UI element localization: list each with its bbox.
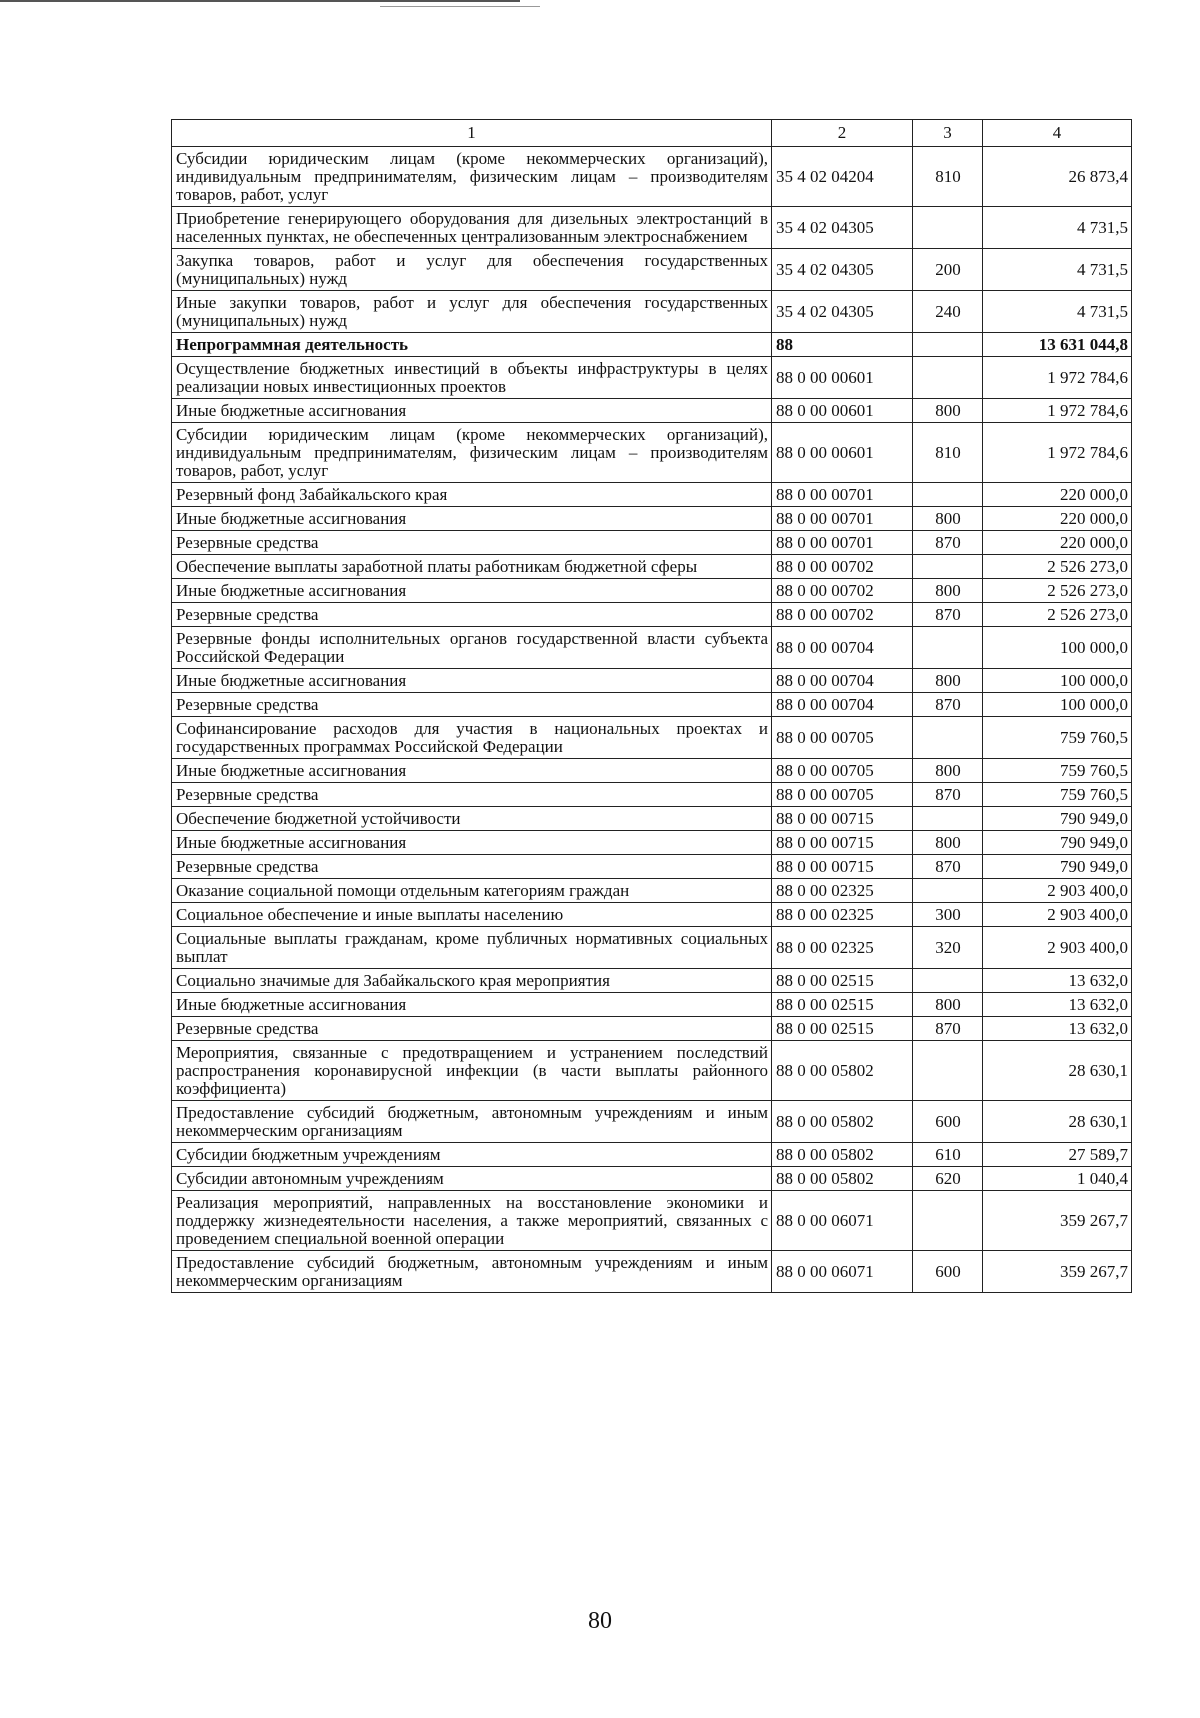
- table-header-row: [172, 120, 1132, 147]
- row-name-cell: Реализация мероприятий, направленных на восстановление экономики и поддержку жизнедеятельности населения, а также мероприятий, связанных с проведением специальной военной операции: [172, 1191, 772, 1251]
- row-amount-cell: 28 630,1: [983, 1101, 1132, 1143]
- row-kind-cell: [913, 807, 983, 831]
- row-kind-cell: 870: [913, 603, 983, 627]
- row-kind-cell: 240: [913, 291, 983, 333]
- row-amount-cell: 359 267,7: [983, 1251, 1132, 1293]
- row-name-cell: Социально значимые для Забайкальского края мероприятия: [172, 969, 772, 993]
- scan-edge-line: [0, 0, 520, 2]
- table-row: [172, 759, 1132, 783]
- row-kind-cell: [913, 627, 983, 669]
- table-row: [172, 1143, 1132, 1167]
- table-row: [172, 1191, 1132, 1251]
- row-code-cell: 88 0 00 00702: [772, 555, 913, 579]
- row-name-cell: Иные бюджетные ассигнования: [172, 759, 772, 783]
- row-code-cell: 88 0 00 06071: [772, 1191, 913, 1251]
- row-name-cell: Субсидии автономным учреждениям: [172, 1167, 772, 1191]
- row-name-cell: Осуществление бюджетных инвестиций в объекты инфраструктуры в целях реализации новых инвестиционных проектов: [172, 357, 772, 399]
- column-header: 4: [983, 120, 1132, 147]
- table-row: [172, 993, 1132, 1017]
- row-code-cell: 88 0 00 00715: [772, 807, 913, 831]
- table-row: [172, 207, 1132, 249]
- row-code-cell: 88 0 00 02515: [772, 1017, 913, 1041]
- row-name-cell: Непрограммная деятельность: [172, 333, 772, 357]
- row-name-cell: Иные бюджетные ассигнования: [172, 579, 772, 603]
- row-kind-cell: 870: [913, 693, 983, 717]
- row-code-cell: 88 0 00 00701: [772, 483, 913, 507]
- row-code-cell: 88 0 00 00705: [772, 783, 913, 807]
- row-name-cell: Резервные фонды исполнительных органов государственной власти субъекта Российской Федерации: [172, 627, 772, 669]
- row-kind-cell: [913, 879, 983, 903]
- row-kind-cell: 800: [913, 399, 983, 423]
- row-amount-cell: 220 000,0: [983, 507, 1132, 531]
- row-kind-cell: [913, 357, 983, 399]
- row-amount-cell: 2 903 400,0: [983, 879, 1132, 903]
- row-amount-cell: 759 760,5: [983, 759, 1132, 783]
- table-row: [172, 879, 1132, 903]
- column-header: 3: [913, 120, 983, 147]
- table-row: [172, 969, 1132, 993]
- row-code-cell: 88 0 00 00601: [772, 357, 913, 399]
- row-amount-cell: 100 000,0: [983, 693, 1132, 717]
- row-code-cell: 88 0 00 05802: [772, 1167, 913, 1191]
- row-amount-cell: 359 267,7: [983, 1191, 1132, 1251]
- row-amount-cell: 2 526 273,0: [983, 579, 1132, 603]
- row-kind-cell: 870: [913, 783, 983, 807]
- row-kind-cell: [913, 333, 983, 357]
- table-row: [172, 1041, 1132, 1101]
- table-row: [172, 717, 1132, 759]
- table-row: [172, 507, 1132, 531]
- row-kind-cell: 200: [913, 249, 983, 291]
- table-row: [172, 249, 1132, 291]
- row-kind-cell: 600: [913, 1101, 983, 1143]
- table-row: [172, 291, 1132, 333]
- row-kind-cell: 610: [913, 1143, 983, 1167]
- row-name-cell: Иные бюджетные ассигнования: [172, 399, 772, 423]
- row-kind-cell: [913, 483, 983, 507]
- table-row: [172, 693, 1132, 717]
- page-number: 80: [588, 1608, 612, 1634]
- row-code-cell: 88 0 00 02325: [772, 903, 913, 927]
- row-amount-cell: 220 000,0: [983, 531, 1132, 555]
- scan-edge-line: [380, 6, 540, 7]
- row-code-cell: 88 0 00 00701: [772, 531, 913, 555]
- row-code-cell: 88 0 00 00704: [772, 693, 913, 717]
- row-code-cell: 88: [772, 333, 913, 357]
- row-amount-cell: 4 731,5: [983, 249, 1132, 291]
- row-name-cell: Иные бюджетные ассигнования: [172, 831, 772, 855]
- row-code-cell: 88 0 00 00702: [772, 579, 913, 603]
- row-code-cell: 88 0 00 00705: [772, 759, 913, 783]
- row-name-cell: Предоставление субсидий бюджетным, автономным учреждениям и иным некоммерческим организациям: [172, 1251, 772, 1293]
- table-row: [172, 927, 1132, 969]
- table-row: [172, 669, 1132, 693]
- row-kind-cell: [913, 969, 983, 993]
- row-name-cell: Мероприятия, связанные с предотвращением и устранением последствий распространения коронавирусной инфекции (в части выплаты районного коэффициента): [172, 1041, 772, 1101]
- table-row: [172, 1251, 1132, 1293]
- row-code-cell: 88 0 00 00701: [772, 507, 913, 531]
- table-row: [172, 483, 1132, 507]
- row-code-cell: 88 0 00 06071: [772, 1251, 913, 1293]
- row-name-cell: Резервные средства: [172, 693, 772, 717]
- row-kind-cell: [913, 207, 983, 249]
- row-amount-cell: 1 972 784,6: [983, 399, 1132, 423]
- row-name-cell: Обеспечение бюджетной устойчивости: [172, 807, 772, 831]
- row-kind-cell: 870: [913, 1017, 983, 1041]
- row-kind-cell: [913, 717, 983, 759]
- row-name-cell: Социальное обеспечение и иные выплаты населению: [172, 903, 772, 927]
- table-row: [172, 831, 1132, 855]
- row-amount-cell: 1 972 784,6: [983, 357, 1132, 399]
- table-row: [172, 855, 1132, 879]
- row-amount-cell: 2 526 273,0: [983, 603, 1132, 627]
- row-name-cell: Резервные средства: [172, 603, 772, 627]
- table-row: [172, 357, 1132, 399]
- row-amount-cell: 790 949,0: [983, 807, 1132, 831]
- row-code-cell: 88 0 00 00705: [772, 717, 913, 759]
- row-amount-cell: 2 903 400,0: [983, 927, 1132, 969]
- row-code-cell: 88 0 00 00601: [772, 399, 913, 423]
- row-name-cell: Иные закупки товаров, работ и услуг для обеспечения государственных (муниципальных) нужд: [172, 291, 772, 333]
- row-code-cell: 88 0 00 05802: [772, 1101, 913, 1143]
- row-code-cell: 88 0 00 00702: [772, 603, 913, 627]
- row-name-cell: Иные бюджетные ассигнования: [172, 507, 772, 531]
- row-code-cell: 88 0 00 05802: [772, 1041, 913, 1101]
- row-code-cell: 35 4 02 04305: [772, 291, 913, 333]
- table-row: [172, 399, 1132, 423]
- row-code-cell: 88 0 00 02325: [772, 927, 913, 969]
- row-kind-cell: [913, 1041, 983, 1101]
- row-code-cell: 35 4 02 04305: [772, 207, 913, 249]
- table-row: [172, 603, 1132, 627]
- row-amount-cell: 2 903 400,0: [983, 903, 1132, 927]
- table-row: [172, 579, 1132, 603]
- row-code-cell: 88 0 00 05802: [772, 1143, 913, 1167]
- row-code-cell: 88 0 00 00704: [772, 627, 913, 669]
- row-amount-cell: 759 760,5: [983, 717, 1132, 759]
- row-code-cell: 88 0 00 00704: [772, 669, 913, 693]
- row-kind-cell: 870: [913, 531, 983, 555]
- row-kind-cell: 300: [913, 903, 983, 927]
- row-kind-cell: 810: [913, 423, 983, 483]
- row-kind-cell: [913, 555, 983, 579]
- row-amount-cell: 100 000,0: [983, 669, 1132, 693]
- row-amount-cell: 26 873,4: [983, 147, 1132, 207]
- budget-table: [171, 119, 1132, 1293]
- row-code-cell: 88 0 00 00601: [772, 423, 913, 483]
- row-kind-cell: 800: [913, 993, 983, 1017]
- row-code-cell: 35 4 02 04305: [772, 249, 913, 291]
- row-name-cell: Иные бюджетные ассигнования: [172, 993, 772, 1017]
- row-name-cell: Социальные выплаты гражданам, кроме публичных нормативных социальных выплат: [172, 927, 772, 969]
- row-code-cell: 88 0 00 02515: [772, 969, 913, 993]
- row-name-cell: Субсидии юридическим лицам (кроме некоммерческих организаций), индивидуальным предпринимателям, физическим лицам – производителям товаров, работ, услуг: [172, 423, 772, 483]
- row-name-cell: Резервный фонд Забайкальского края: [172, 483, 772, 507]
- row-kind-cell: 320: [913, 927, 983, 969]
- row-name-cell: Субсидии бюджетным учреждениям: [172, 1143, 772, 1167]
- table-row: [172, 627, 1132, 669]
- row-amount-cell: 1 040,4: [983, 1167, 1132, 1191]
- row-kind-cell: 800: [913, 507, 983, 531]
- row-amount-cell: 100 000,0: [983, 627, 1132, 669]
- row-name-cell: Резервные средства: [172, 855, 772, 879]
- row-amount-cell: 2 526 273,0: [983, 555, 1132, 579]
- table-body: [172, 147, 1132, 1293]
- row-amount-cell: 759 760,5: [983, 783, 1132, 807]
- table-row: [172, 807, 1132, 831]
- table-row: [172, 1167, 1132, 1191]
- row-amount-cell: 13 632,0: [983, 993, 1132, 1017]
- column-header: 1: [172, 120, 772, 147]
- table-row: [172, 783, 1132, 807]
- table-row: [172, 1101, 1132, 1143]
- table-row: [172, 555, 1132, 579]
- row-name-cell: Резервные средства: [172, 1017, 772, 1041]
- row-kind-cell: 620: [913, 1167, 983, 1191]
- row-code-cell: 88 0 00 02515: [772, 993, 913, 1017]
- row-name-cell: Закупка товаров, работ и услуг для обеспечения государственных (муниципальных) нужд: [172, 249, 772, 291]
- row-amount-cell: 27 589,7: [983, 1143, 1132, 1167]
- row-name-cell: Предоставление субсидий бюджетным, автономным учреждениям и иным некоммерческим организациям: [172, 1101, 772, 1143]
- row-code-cell: 88 0 00 00715: [772, 831, 913, 855]
- row-name-cell: Обеспечение выплаты заработной платы работникам бюджетной сферы: [172, 555, 772, 579]
- table-row: [172, 423, 1132, 483]
- row-name-cell: Иные бюджетные ассигнования: [172, 669, 772, 693]
- row-amount-cell: 4 731,5: [983, 291, 1132, 333]
- row-name-cell: Резервные средства: [172, 783, 772, 807]
- row-kind-cell: 870: [913, 855, 983, 879]
- row-amount-cell: 1 972 784,6: [983, 423, 1132, 483]
- row-code-cell: 88 0 00 00715: [772, 855, 913, 879]
- row-code-cell: 35 4 02 04204: [772, 147, 913, 207]
- row-kind-cell: 800: [913, 831, 983, 855]
- row-name-cell: Софинансирование расходов для участия в национальных проектах и государственных программах Российской Федерации: [172, 717, 772, 759]
- row-amount-cell: 790 949,0: [983, 855, 1132, 879]
- table-row: [172, 1017, 1132, 1041]
- row-amount-cell: 790 949,0: [983, 831, 1132, 855]
- row-amount-cell: 13 632,0: [983, 969, 1132, 993]
- row-amount-cell: 28 630,1: [983, 1041, 1132, 1101]
- row-amount-cell: 13 631 044,8: [983, 333, 1132, 357]
- row-amount-cell: 13 632,0: [983, 1017, 1132, 1041]
- row-code-cell: 88 0 00 02325: [772, 879, 913, 903]
- table-row: [172, 531, 1132, 555]
- row-kind-cell: 800: [913, 759, 983, 783]
- row-kind-cell: 800: [913, 579, 983, 603]
- row-name-cell: Приобретение генерирующего оборудования для дизельных электростанций в населенных пунктах, не обеспеченных централизованным электроснабжением: [172, 207, 772, 249]
- row-kind-cell: 600: [913, 1251, 983, 1293]
- row-name-cell: Субсидии юридическим лицам (кроме некоммерческих организаций), индивидуальным предпринимателям, физическим лицам – производителям товаров, работ, услуг: [172, 147, 772, 207]
- table-row: [172, 147, 1132, 207]
- row-kind-cell: 810: [913, 147, 983, 207]
- table-row: [172, 333, 1132, 357]
- column-header: 2: [772, 120, 913, 147]
- row-kind-cell: 800: [913, 669, 983, 693]
- row-amount-cell: 4 731,5: [983, 207, 1132, 249]
- row-name-cell: Резервные средства: [172, 531, 772, 555]
- table-row: [172, 903, 1132, 927]
- row-kind-cell: [913, 1191, 983, 1251]
- row-name-cell: Оказание социальной помощи отдельным категориям граждан: [172, 879, 772, 903]
- row-amount-cell: 220 000,0: [983, 483, 1132, 507]
